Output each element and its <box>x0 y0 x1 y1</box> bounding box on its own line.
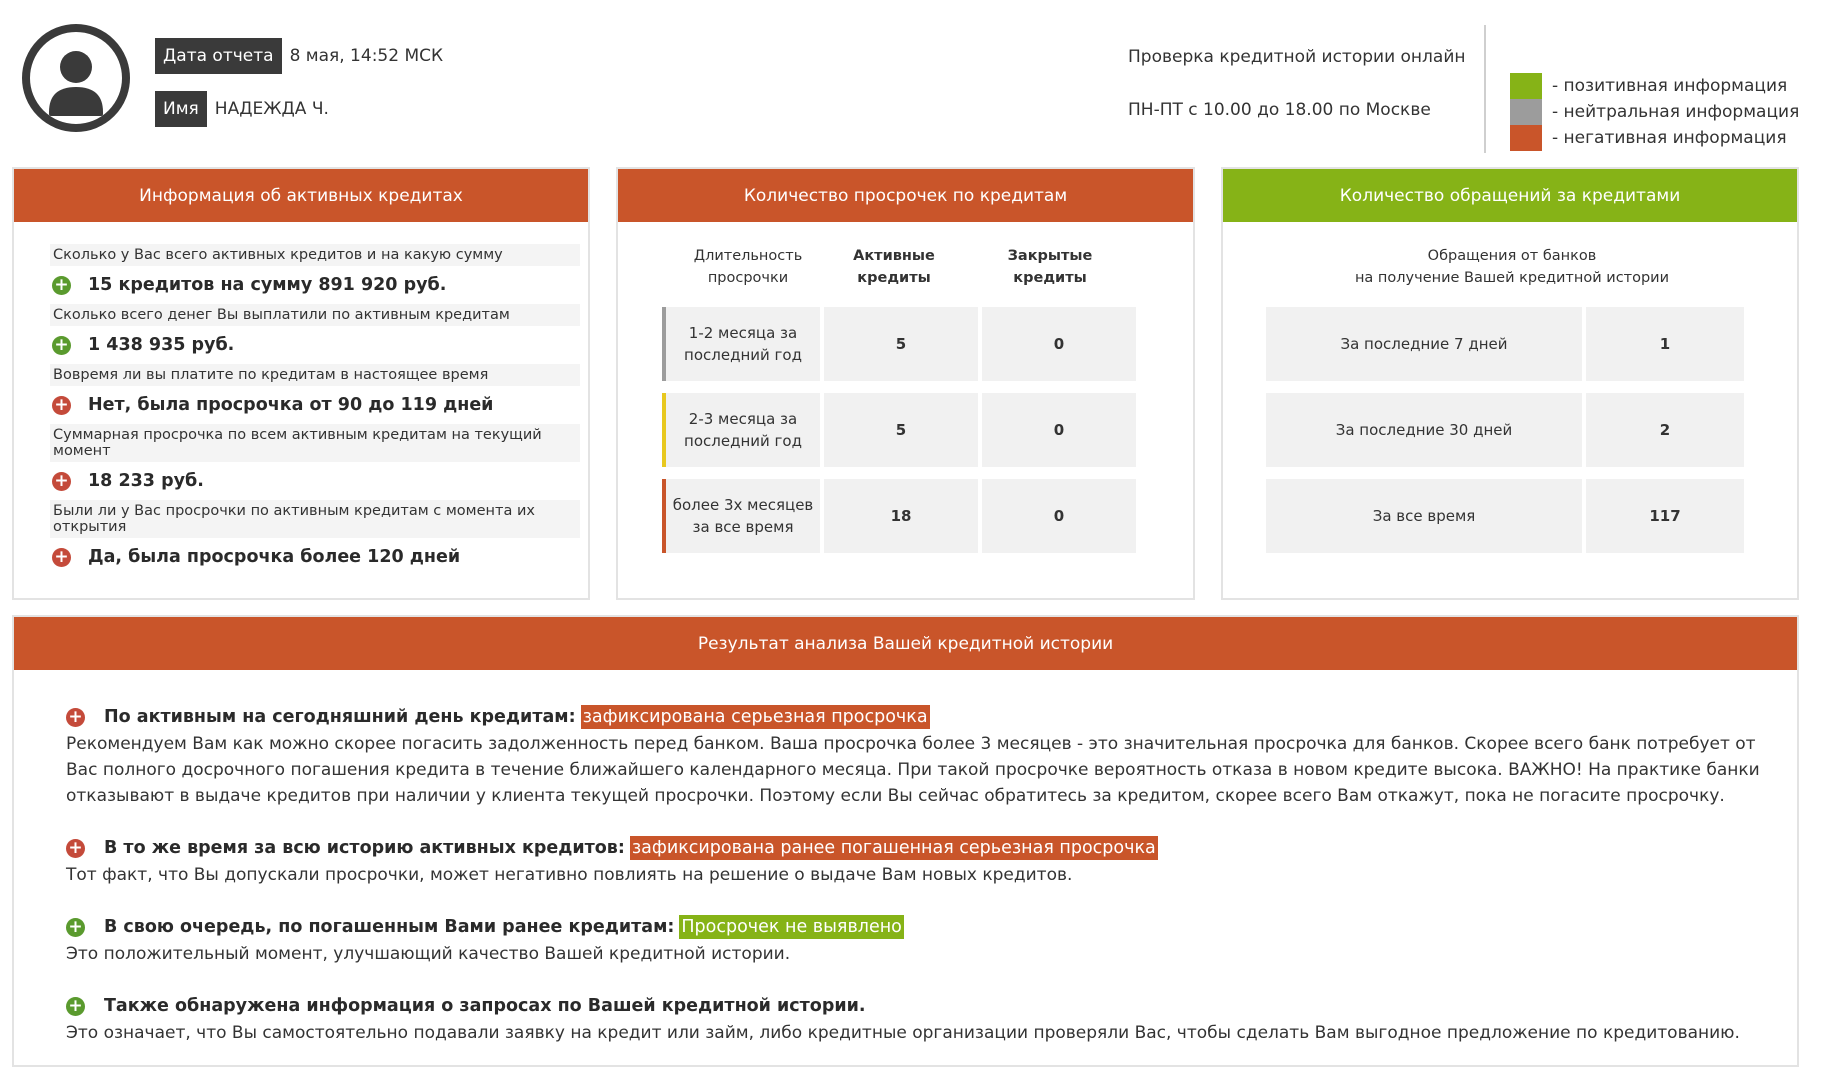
panel-title: Количество просрочек по кредитам <box>618 169 1193 222</box>
analysis-item-title <box>66 992 1777 1020</box>
name-tag: Имя <box>155 91 207 127</box>
requests-period-label: За все время <box>1266 479 1582 553</box>
plus-icon: + <box>52 276 71 295</box>
credit-info-item <box>52 304 580 364</box>
answer-text: Да, была просрочка более 120 дней <box>88 547 461 567</box>
legend-swatch-positive <box>1510 73 1542 99</box>
analysis-result-panel <box>12 615 1799 1067</box>
analysis-highlight: Просрочек не выявлено <box>681 917 902 937</box>
answer-text: 1 438 935 руб. <box>88 335 235 355</box>
col-closed-header: Закрытые кредиты <box>1007 248 1093 286</box>
credit-info-item <box>52 244 580 304</box>
overdue-closed-value: 0 <box>982 479 1136 553</box>
overdue-closed-value: 0 <box>982 307 1136 381</box>
plus-icon: + <box>66 997 85 1016</box>
answer-text: Нет, была просрочка от 90 до 119 дней <box>88 395 494 415</box>
legend-label: - позитивная информация <box>1552 76 1788 96</box>
overdue-label-text: 1-2 месяца за последний год <box>684 324 802 364</box>
plus-icon: + <box>52 396 71 415</box>
credit-info-question: Были ли у Вас просрочки по активным кредитам с момента их открытия <box>50 500 580 538</box>
overdue-row-label <box>666 393 820 467</box>
name-value: НАДЕЖДА Ч. <box>214 99 329 119</box>
credit-info-item <box>52 424 580 500</box>
analysis-item-title <box>66 913 1777 941</box>
requests-subtitle <box>1263 245 1761 289</box>
plus-icon: + <box>52 336 71 355</box>
answer-text: 15 кредитов на сумму 891 920 руб. <box>88 275 447 295</box>
requests-count-value: 2 <box>1586 393 1744 467</box>
analysis-lead: По активным на сегодняшний день кредитам: <box>104 707 576 727</box>
col-active-header: Активные кредиты <box>853 248 935 286</box>
analysis-text: Это означает, что Вы самостоятельно подавали заявку на кредит или займ, либо кредитные организации проверяли Вас, чтобы сделать Вам выгодное предложение по кредитованию. <box>66 1023 1740 1043</box>
requests-panel <box>1221 167 1799 600</box>
analysis-item <box>66 913 1777 967</box>
analysis-lead: Также обнаружена информация о запросах по Вашей кредитной истории. <box>104 996 866 1016</box>
plus-icon: + <box>52 548 71 567</box>
analysis-text: Рекомендуем Вам как можно скорее погасить задолженность перед банком. Ваша просрочка более 3 месяцев - это значительная просрочка для банков. Скорее всего банк потребует от Вас полного досрочного погашения кредита в течение ближайшего календарного месяца. При такой просрочке вероятность отказа в новом кредите высока. ВАЖНО! На практике банки отказывают в выдаче кредитов при наличии у клиента текущей просрочки. Поэтому если Вы сейчас обратитесь за кредитом, скорее всего Вам откажут, пока не погасите просрочку. <box>66 734 1760 806</box>
overdue-label-text: более 3х месяцев за все время <box>672 496 814 536</box>
credit-info-item <box>52 500 580 576</box>
analysis-text: Тот факт, что Вы допускали просрочки, может негативно повлиять на решение о выдаче Вам новых кредитов. <box>66 865 1073 885</box>
analysis-highlight: зафиксирована серьезная просрочка <box>582 707 928 727</box>
analysis-highlight: зафиксирована ранее погашенная серьезная просрочка <box>631 838 1156 858</box>
requests-count-value: 1 <box>1586 307 1744 381</box>
plus-icon: + <box>66 708 85 727</box>
report-date-tag: Дата отчета <box>155 38 282 74</box>
overdue-active-value: 18 <box>824 479 978 553</box>
legend-negative <box>1510 125 1799 151</box>
overdue-closed-value: 0 <box>982 393 1136 467</box>
panel-title: Количество обращений за кредитами <box>1223 169 1797 222</box>
col-duration-label: Длительность просрочки <box>693 248 803 286</box>
legend-swatch-negative <box>1510 125 1542 151</box>
legend-positive <box>1510 73 1799 99</box>
user-icon <box>30 32 122 124</box>
analysis-item <box>66 703 1777 809</box>
requests-period-label: За последние 30 дней <box>1266 393 1582 467</box>
credit-info-answer <box>52 538 580 576</box>
avatar <box>22 24 130 132</box>
legend-neutral <box>1510 99 1799 125</box>
legend-label: - негативная информация <box>1552 128 1787 148</box>
credit-info-answer <box>52 386 580 424</box>
analysis-lead: В свою очередь, по погашенным Вами ранее кредитам: <box>104 917 675 937</box>
legend-label: - нейтральная информация <box>1552 102 1800 122</box>
overdue-active-value: 5 <box>824 307 978 381</box>
requests-subtitle-line: Обращения от банков <box>1427 248 1597 264</box>
credit-info-question: Вовремя ли вы платите по кредитам в настоящее время <box>50 364 580 386</box>
overdue-label-text: 2-3 месяца за последний год <box>684 410 802 450</box>
plus-icon: + <box>66 839 85 858</box>
analysis-item-title <box>66 703 1777 731</box>
analysis-item <box>66 834 1777 888</box>
contact-service: Проверка кредитной истории онлайн <box>1128 47 1466 67</box>
requests-period-label: За последние 7 дней <box>1266 307 1582 381</box>
overdue-active-value: 5 <box>824 393 978 467</box>
panel-title: Результат анализа Вашей кредитной истории <box>14 617 1797 670</box>
credit-info-question: Сколько у Вас всего активных кредитов и на какую сумму <box>50 244 580 266</box>
report-date-row <box>155 38 443 74</box>
report-date-value: 8 мая, 14:52 МСК <box>289 46 444 66</box>
header-divider <box>1484 25 1486 153</box>
plus-icon: + <box>52 472 71 491</box>
overdue-panel <box>616 167 1195 600</box>
analysis-lead: В то же время за всю историю активных кредитов: <box>104 838 625 858</box>
credit-info-answer <box>52 462 580 500</box>
credit-info-item <box>52 364 580 424</box>
panel-title: Информация об активных кредитах <box>14 169 588 222</box>
analysis-item-title <box>66 834 1777 862</box>
name-row <box>155 91 329 127</box>
credit-info-answer <box>52 266 580 304</box>
credit-info-answer <box>52 326 580 364</box>
answer-text: 18 233 руб. <box>88 471 204 491</box>
legend-swatch-neutral <box>1510 99 1542 125</box>
credit-info-question: Сколько всего денег Вы выплатили по активным кредитам <box>50 304 580 326</box>
contact-hours: ПН-ПТ с 10.00 до 18.00 по Москве <box>1128 100 1431 120</box>
plus-icon: + <box>66 918 85 937</box>
requests-subtitle-line: на получение Вашей кредитной истории <box>1354 270 1670 286</box>
credit-info-question: Суммарная просрочка по всем активным кредитам на текущий момент <box>50 424 580 462</box>
legend <box>1510 73 1799 151</box>
analysis-text: Это положительный момент, улучшающий качество Вашей кредитной истории. <box>66 944 791 964</box>
analysis-item <box>66 992 1777 1046</box>
col-duration-header <box>678 245 818 289</box>
overdue-row-label <box>666 307 820 381</box>
active-credits-panel <box>12 167 590 600</box>
requests-count-value: 117 <box>1586 479 1744 553</box>
overdue-row-label <box>666 479 820 553</box>
